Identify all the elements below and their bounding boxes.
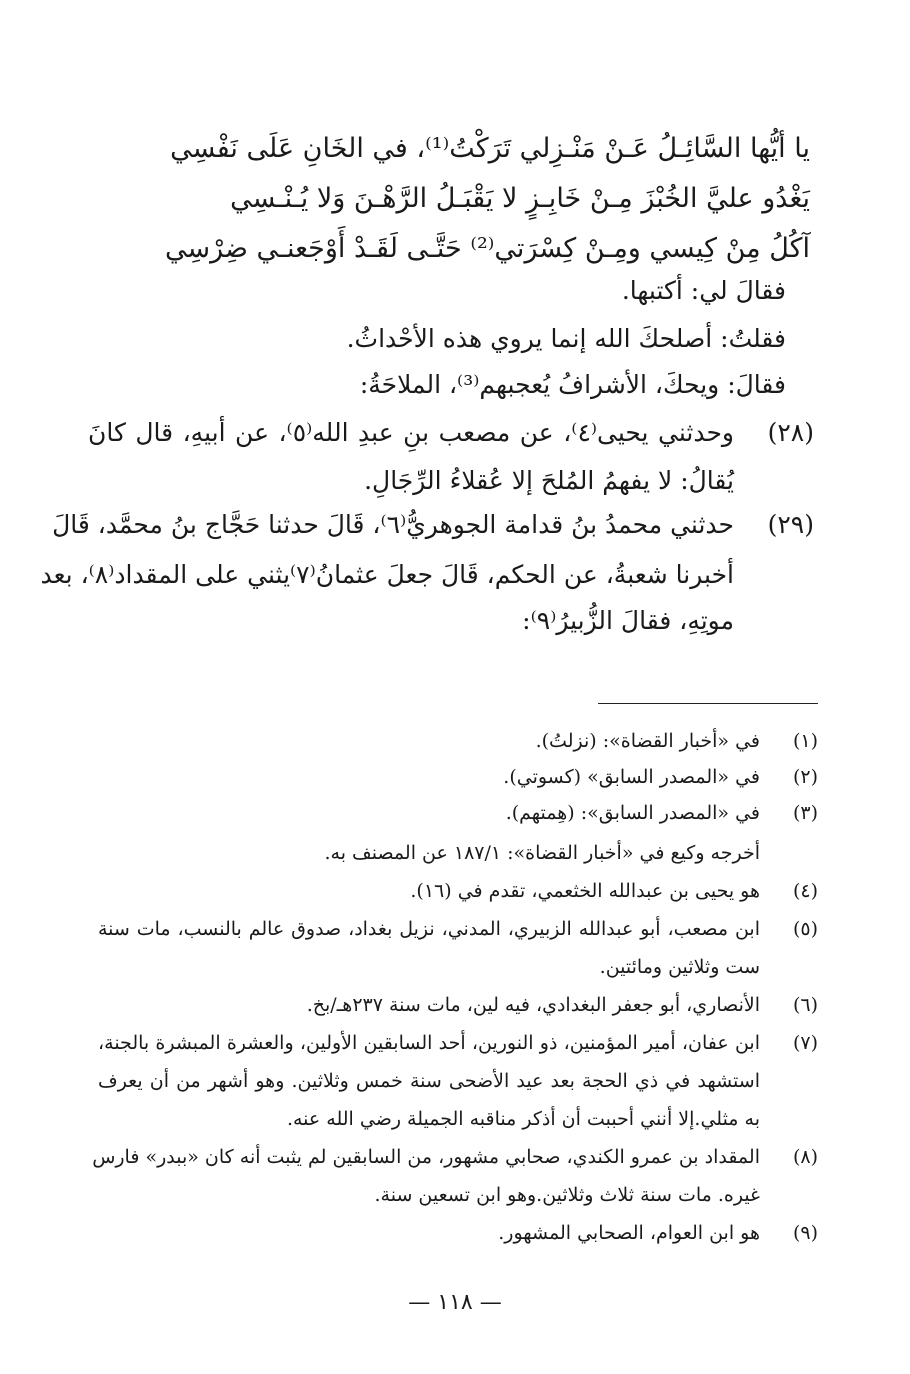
- narration-line-3: فقالَ: ويحكَ، الأشرافُ يُعجبهم⁽³⁾، الملاحَةُ:: [359, 370, 786, 399]
- poem-verse-1: [88, 122, 810, 174]
- footnote-7-line-1: ابن عفان، أمير المؤمنين، ذو النورين، أحد السابقين الأولين، والعشرة المبشرة بالجنة،: [98, 1032, 760, 1054]
- footnote-number-9: (٩): [792, 1222, 818, 1244]
- poem-verse-text: آكُلُ مِنْ كِيسي ومِـنْ كِسْرَتي⁽²⁾ حَتَّـى لَقَـدْ أَوْجَعنـي ضِرْسِي: [165, 232, 810, 264]
- page-number: — ١١٨ —: [408, 1290, 502, 1315]
- poem-verse-text: يَغْدُو عليَّ الخُبْزَ مِـنْ خَابِـزٍ لا يَقْبَـلُ الرَّهْـنَ وَلا يُـنْـسِي: [230, 182, 810, 214]
- footnote-number-2: (٢): [792, 766, 818, 788]
- footnote-number-3: (٣): [792, 802, 818, 824]
- footnote-9-text: هو ابن العوام، الصحابي المشهور.: [498, 1222, 760, 1244]
- footnote-3-text: في «المصدر السابق»: (هِمتهم).: [505, 802, 760, 824]
- footnote-5-line-1: ابن مصعب، أبو عبدالله الزبيري، المدني، نزيل بغداد، صدوق عالم بالنسب، مات سنة: [98, 918, 760, 940]
- entry-29-line-3: موتِهِ، فقالَ الزُّبيرُ⁽٩⁾:: [522, 606, 734, 635]
- footnote-7-line-2: استشهد في ذي الحجة بعد عيد الأضحى سنة خمس وثلاثين. وهو أشهر من أن يعرف: [98, 1070, 760, 1092]
- footnote-8-line-1: المقداد بن عمرو الكندي، صحابي مشهور، من السابقين لم يثبت أنه كان «ببدر» فارس: [92, 1146, 760, 1168]
- footnote-7-line-3: به مثلي.إلا أنني أحببت أن أذكر مناقبه الجميلة رضي الله عنه.: [286, 1108, 760, 1130]
- footnote-number-8: (٨): [792, 1146, 818, 1168]
- footnote-1-text: في «أخبار القضاة»: (نزلتُ).: [535, 730, 760, 752]
- footnote-3-continuation: أخرجه وكيع في «أخبار القضاة»: ١٨٧/١ عن المصنف به.: [324, 842, 760, 864]
- footnote-separator: [598, 703, 818, 704]
- footnote-5-line-2: ست وثلاثين ومائتين.: [599, 956, 760, 978]
- footnote-8-line-2: غيره. مات سنة ثلاث وثلاثين.وهو ابن تسعين سنة.: [374, 1184, 760, 1206]
- entry-29-line-1: حدثني محمدُ بنُ قدامة الجوهريُّ⁽٦⁾، قَالَ حدثنا حَجَّاج بنُ محمَّد، قَالَ: [52, 510, 734, 539]
- narration-line-1: فقالَ لي: أكتبها.: [621, 276, 786, 305]
- footnote-number-7: (٧): [792, 1032, 818, 1054]
- entry-29-line-2: أخبرنا شعبةُ، عن الحكم، قَالَ جعلَ عثمانُ⁽٧⁾يثني على المقداد⁽٨⁾، بعد: [40, 560, 734, 589]
- footnote-6-text: الأنصاري، أبو جعفر البغدادي، فيه لين، مات سنة ٢٣٧هـ/بخ.: [306, 994, 760, 1016]
- poem-verse-text: يا أيُّها السَّائِـلُ عَـنْ مَنْـزِلي تَرَكْتُ⁽¹⁾، في الخَانِ عَلَى نَفْسِي: [170, 132, 810, 164]
- poem-verse-3: [88, 222, 810, 274]
- footnote-4-text: هو يحيى بن عبدالله الخثعمي، تقدم في (١٦).: [410, 880, 760, 902]
- narration-line-2: فقلتُ: أصلحكَ الله إنما يروي هذه الأحْداثُ.: [346, 324, 786, 353]
- footnote-2-text: في «المصدر السابق» (كسوتي).: [503, 766, 760, 788]
- entry-28-line-2: يُقالُ: لا يفهمُ المُلحَ إلا عُقلاءُ الرِّجَالِ.: [364, 466, 734, 495]
- footnote-number-1: (١): [792, 730, 818, 752]
- footnote-number-4: (٤): [792, 880, 818, 902]
- poem-verse-2: [88, 172, 810, 224]
- entry-number-29: (٢٩): [767, 510, 814, 539]
- entry-28-line-1: وحدثني يحيى⁽٤⁾، عن مصعب بنِ عبدِ الله⁽٥⁾، عن أبيهِ، قال كانَ: [88, 418, 734, 447]
- entry-number-28: (٢٨): [767, 418, 814, 447]
- footnote-number-6: (٦): [792, 994, 818, 1016]
- footnote-number-5: (٥): [792, 918, 818, 940]
